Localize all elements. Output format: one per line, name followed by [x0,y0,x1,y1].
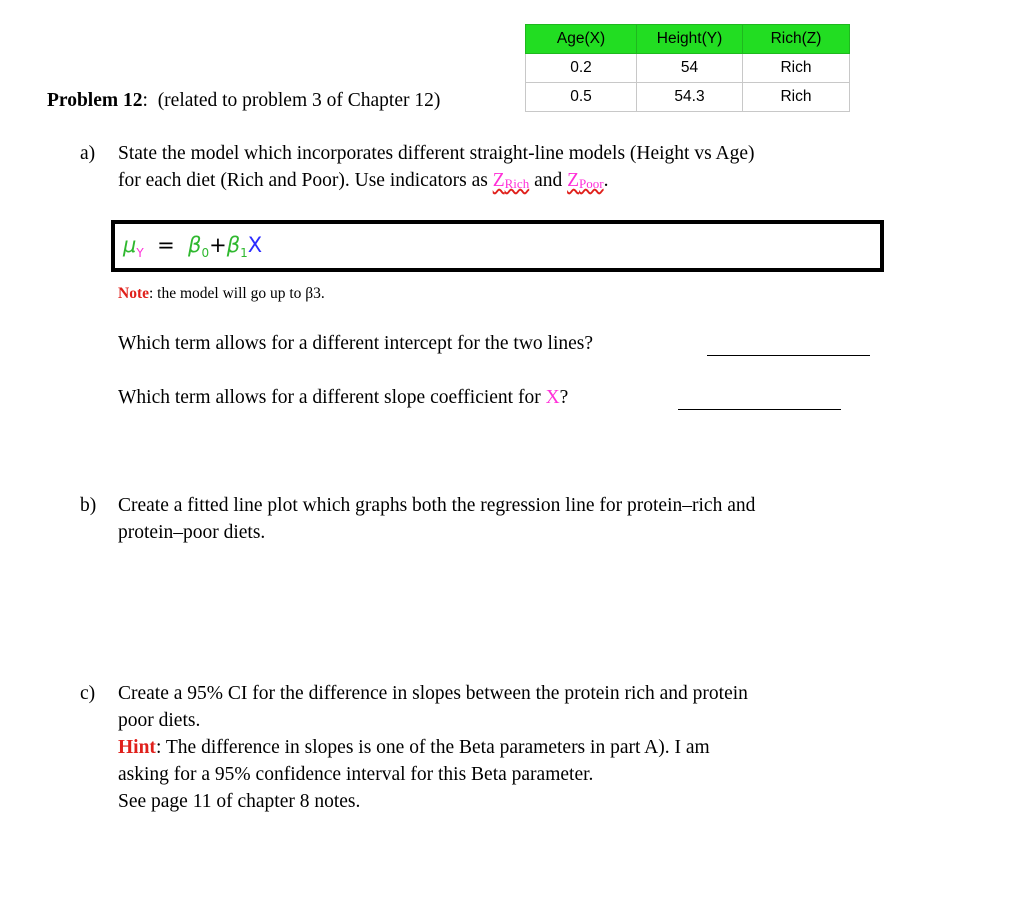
part-c-line2: poor diets. [118,710,201,731]
part-b-line1: Create a fitted line plot which graphs both the regression line for protein–rich and [118,495,756,516]
part-a-line2 [118,167,608,195]
problem-label: Problem 12 [47,90,143,111]
intercept-question: Which term allows for a different intercept for the two lines? [118,333,594,354]
table-cell: 0.2 [526,54,637,83]
plus-sign: + [209,233,227,257]
period: . [603,170,609,191]
hint-label: Hint [118,737,156,758]
slope-question-prefix: Which term allows for a different slope coefficient for [118,387,546,408]
slope-question [118,384,568,411]
part-a-line2-prefix: for each diet (Rich and Poor). Use indicators as [118,170,493,191]
problem-colon: : [142,90,148,111]
part-c-hint [118,734,710,761]
beta1-subscript: 1 [240,246,248,260]
slope-answer-blank[interactable] [678,409,841,410]
note-label: Note [118,285,149,302]
beta0-subscript: 0 [201,246,210,260]
table-cell: Rich [743,54,850,83]
part-b-line2: protein–poor diets. [118,522,266,543]
table-cell: Rich [743,83,850,112]
table-header-row [526,25,850,54]
model-equation-box[interactable] [111,220,884,272]
table-header-rich: Rich(Z) [743,25,850,54]
beta1-symbol: β [226,233,241,257]
slope-question-x: X [545,387,560,408]
part-a-marker: a) [80,143,96,164]
part-b-marker: b) [80,495,97,516]
table-cell: 54 [637,54,743,83]
z-poor-indicator [567,170,603,191]
note-text: : the model will go up to β3. [149,285,325,302]
table-row [526,83,850,112]
model-equation [123,231,262,267]
model-note [118,283,325,305]
part-c-line5: See page 11 of chapter 8 notes. [118,791,361,812]
part-c-marker: c) [80,683,96,704]
table-cell: 54.3 [637,83,743,112]
table-row [526,54,850,83]
table-header-age: Age(X) [526,25,637,54]
z-poor-sub: Poor [579,176,604,191]
and-word: and [529,170,568,191]
part-a-line1: State the model which incorporates different straight-line models (Height vs Age) [118,143,755,164]
part-c-line1: Create a 95% CI for the difference in slopes between the protein rich and protein [118,683,748,704]
table-header-height: Height(Y) [637,25,743,54]
problem-note: (related to problem 3 of Chapter 12) [157,90,441,111]
x-variable: X [247,233,263,257]
problem-heading [47,87,440,114]
equals-sign: = [157,233,175,257]
z-rich-indicator [493,170,529,191]
z-letter: Z [492,170,505,191]
mu-symbol: μ [123,233,137,257]
z-rich-sub: Rich [504,176,530,191]
z-letter: Z [567,170,580,191]
slope-question-suffix: ? [559,387,569,408]
part-c-line4: asking for a 95% confidence interval for this Beta parameter. [118,764,594,785]
mu-subscript: Y [136,246,144,260]
intercept-answer-blank[interactable] [707,355,870,356]
hint-text: : The difference in slopes is one of the Beta parameters in part A). I am [155,737,710,758]
data-table [525,24,850,112]
table-cell: 0.5 [526,83,637,112]
beta0-symbol: β [188,233,202,257]
